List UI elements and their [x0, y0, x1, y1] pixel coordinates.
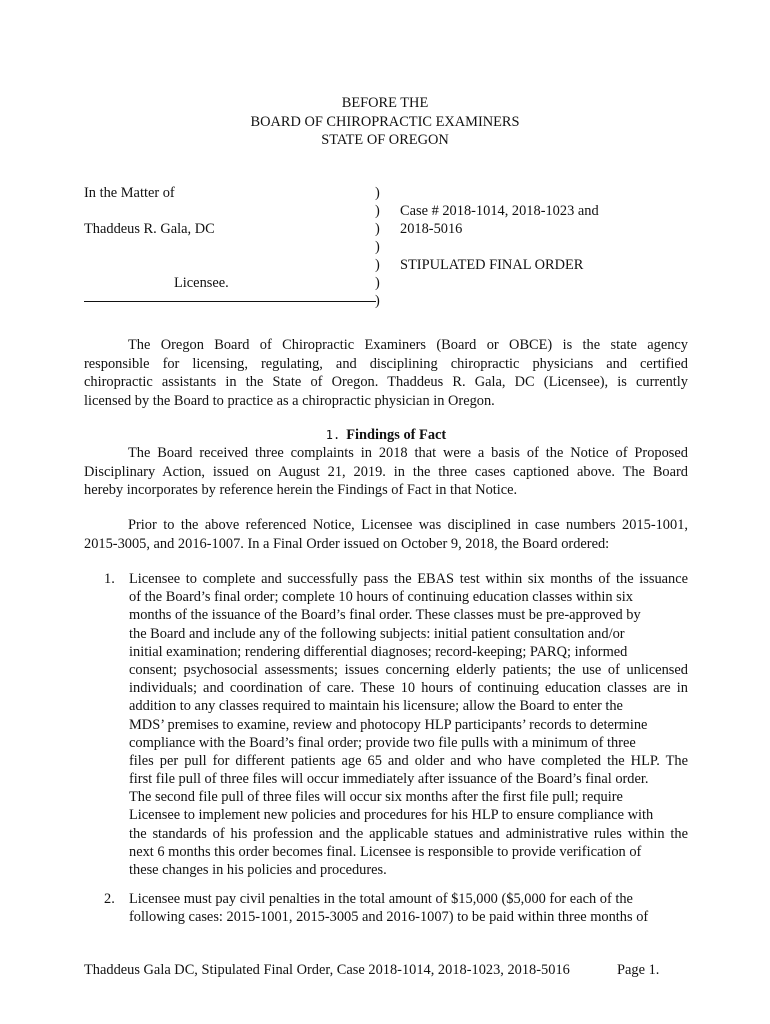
list-line: individuals; and coordination of care. These 10 hours of continuing education classes are in — [129, 680, 688, 697]
list-line: Licensee must pay civil penalties in the total amount of $15,000 ($5,000 for each of the — [129, 891, 633, 907]
licensee-label: Licensee. — [174, 275, 229, 291]
heading-line-3: STATE OF OREGON — [321, 132, 449, 148]
caption-paren: ) — [375, 239, 380, 255]
section-number: 1. — [325, 428, 341, 442]
footer-case-reference: Thaddeus Gala DC, Stipulated Final Order, Case 2018-1014, 2018-1023, 2018-5016 — [84, 962, 570, 978]
matter-label: In the Matter of — [84, 185, 175, 201]
list-line: Licensee to complete and successfully pass the EBAS test within six months of the issuance — [129, 571, 688, 587]
caption-paren: ) — [375, 185, 380, 201]
caption-paren: ) — [375, 203, 380, 219]
list-line: consent; psychosocial assessments; issues concerning elderly patients; the use of unlicensed — [129, 661, 688, 678]
case-caption-details — [400, 202, 640, 274]
caption-paren: ) — [375, 293, 380, 309]
list-line: these changes in his policies and procedures. — [129, 862, 387, 878]
paragraph-line: Disciplinary Action, issued on August 21, 2019. in the three cases captioned above. The Board — [84, 463, 688, 480]
page-number: Page 1. — [617, 962, 660, 978]
findings-paragraph — [84, 444, 688, 500]
paragraph-line: licensed by the Board to practice as a chiropractic physician in Oregon. — [84, 392, 495, 409]
caption-paren: ) — [375, 275, 380, 291]
order-title: STIPULATED FINAL ORDER — [400, 257, 584, 273]
list-line: The second file pull of three files will occur six months after the first file pull; require — [129, 789, 623, 806]
list-item-text — [129, 890, 688, 926]
list-line: MDS’ premises to examine, review and photocopy HLP participants’ records to determine — [129, 716, 648, 733]
list-item-text — [129, 570, 688, 879]
caption-underline — [84, 301, 376, 302]
order-list-item-2 — [104, 890, 688, 926]
list-line: Licensee to implement new policies and procedures for his HLP to ensure compliance with — [129, 807, 654, 824]
caption-spacer — [400, 238, 640, 256]
paragraph-line: Prior to the above referenced Notice, Licensee was disciplined in case numbers 2015-1001, — [128, 517, 688, 533]
list-line: next 6 months this order becomes final. Licensee is responsible to provide verification of — [129, 843, 642, 860]
document-heading — [0, 94, 770, 150]
list-line: of the Board’s final order; complete 10 hours of continuing education classes within six — [129, 589, 633, 606]
paragraph-line: 2015-3005, and 2016-1007. In a Final Order issued on October 9, 2018, the Board ordered: — [84, 535, 610, 552]
caption-paren: ) — [375, 221, 380, 237]
list-line: addition to any classes required to maintain his licensure; allow the Board to enter the — [129, 698, 623, 715]
list-line: initial examination; rendering differential diagnoses; record-keeping; PARQ; informed — [129, 643, 628, 660]
paragraph-line: hereby incorporates by reference herein the Findings of Fact in that Notice. — [84, 482, 518, 498]
prior-discipline-paragraph — [84, 516, 688, 553]
list-line: following cases: 2015-1001, 2015-3005 and 2016-1007) to be paid within three months of — [129, 909, 649, 926]
intro-paragraph — [84, 336, 688, 410]
list-line: the standards of his profession and the applicable statues and administrative rules within the — [129, 825, 688, 842]
heading-line-1: BEFORE THE — [341, 95, 429, 111]
caption-parentheses — [375, 184, 387, 310]
respondent-name: Thaddeus R. Gala, DC — [84, 221, 215, 237]
caption-paren: ) — [375, 257, 380, 273]
section-heading-findings — [84, 426, 688, 444]
list-number: 1. — [104, 571, 115, 587]
list-line: compliance with the Board’s final order; provide two file pulls with a minimum of three — [129, 734, 636, 751]
list-number: 2. — [104, 891, 115, 907]
heading-line-2: BOARD OF CHIROPRACTIC EXAMINERS — [250, 113, 520, 130]
case-caption-parties — [84, 184, 374, 310]
paragraph-line: chiropractic assistants in the State of Oregon. Thaddeus R. Gala, DC (Licensee), is currently — [84, 374, 688, 390]
case-number-line-2: 2018-5016 — [400, 221, 463, 237]
order-list-item-1 — [104, 570, 688, 879]
list-line: months of the issuance of the Board’s final order. These classes must be pre-approved by — [129, 607, 641, 624]
case-number-line-1: Case # 2018-1014, 2018-1023 and — [400, 203, 599, 219]
paragraph-line: responsible for licensing, regulating, and disciplining chiropractic physicians and certified — [84, 355, 688, 372]
list-line: the Board and include any of the following subjects: initial patient consultation and/or — [129, 625, 625, 642]
paragraph-line: The Oregon Board of Chiropractic Examiners (Board or OBCE) is the state agency — [128, 337, 688, 353]
section-title: Findings of Fact — [346, 427, 447, 443]
list-line: files per pull for different patients age 65 and older and who have completed the HLP. The — [129, 752, 688, 769]
paragraph-line: The Board received three complaints in 2018 that were a basis of the Notice of Proposed — [128, 445, 688, 461]
list-line: first file pull of three files will occur immediately after issuance of the Board’s final order. — [129, 771, 649, 788]
